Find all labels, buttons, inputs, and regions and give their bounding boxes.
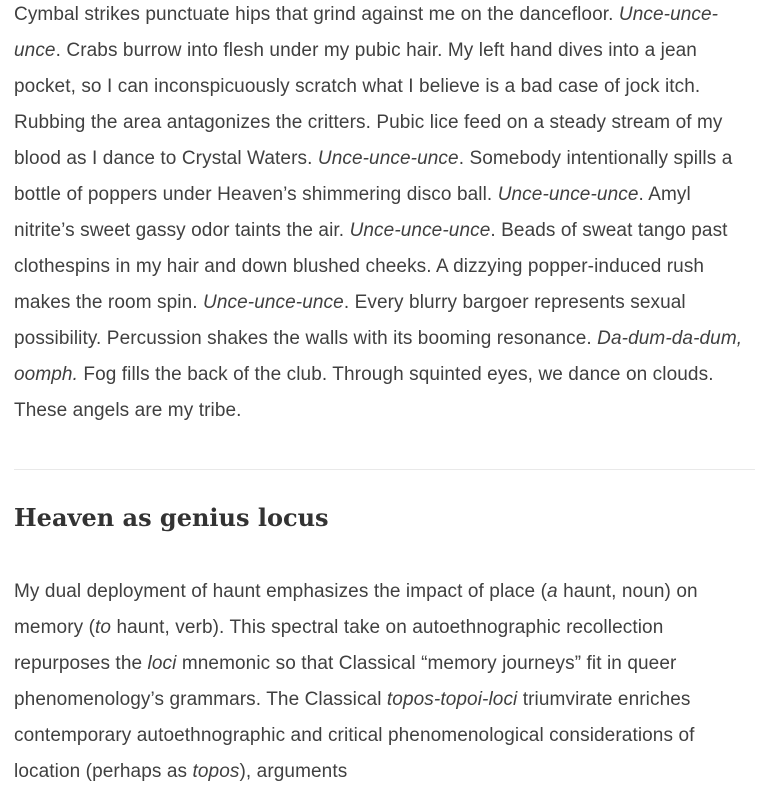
paragraph-dancefloor: Cymbal strikes punctuate hips that grind against me on the dancefloor. Unce-unce-unce. Crabs burrow into flesh under my pubic hair. My left hand dives into a jean pocket, so I can inconspicuously scratch what I believe is a bad case of jock itch. Rubbing the area antagonizes the critters. Pubic lice feed on a steady stream of my blood as I dance to Crystal Waters. Unce-unce-unce. Somebody intentionally spills a bottle of poppers under Heaven’s shimmering disco ball. Unce-unce-unce. Amyl nitrite’s sweet gassy odor taints the air. Unce-unce-unce. Beads of sweat tango past clothespins in my hair and down blushed cheeks. A dizzying popper-induced rush makes the room spin. Unce-unce-unce. Every blurry bargoer represents sexual possibility. Percussion shakes the walls with its booming resonance. Da-dum-da-dum, oomph. Fog fills the back of the club. Through squinted eyes, we dance on clouds. These angels are my tribe. xyxy=(14,4,743,421)
section-divider xyxy=(14,469,755,470)
section-heading: Heaven as genius locus xyxy=(14,503,329,532)
paragraph-genius-locus: My dual deployment of haunt emphasizes the impact of place (a haunt, noun) on memory (to haunt, verb). This spectral take on autoethnographic recollection repurposes the loci mnemonic so that Classical “memory journeys” fit in queer phenomenology’s grammars. The Classical topos-topoi-loci triumvirate enriches contemporary autoethnographic and critical phenomenological considerations of location (perhaps as topos), arguments xyxy=(14,581,698,782)
